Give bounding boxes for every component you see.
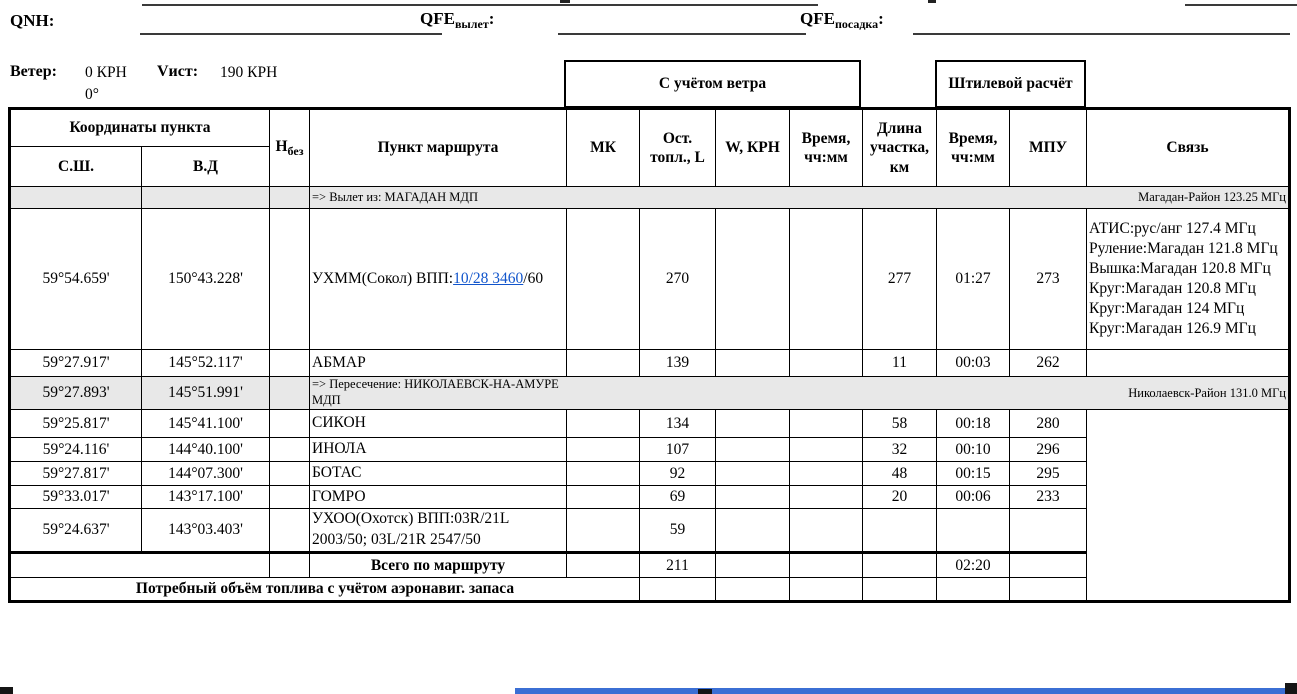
fuel-cell: 211 <box>640 553 716 578</box>
lat-cell <box>10 187 142 209</box>
mpu-cell <box>1010 509 1087 553</box>
wind-cell <box>716 438 790 462</box>
safe-alt-cell <box>270 462 310 486</box>
calm-calc-group-header: Штилевой расчёт <box>935 60 1086 108</box>
clipped-next-page-fragment <box>1285 683 1297 694</box>
mk-cell <box>567 486 640 509</box>
time-calm-cell: 00:10 <box>937 438 1010 462</box>
wind-cell <box>716 462 790 486</box>
clipped-text-fragment <box>560 0 570 3</box>
mpu-cell: 233 <box>1010 486 1087 509</box>
region-frequency: Магадан-Район 123.25 МГц <box>1138 190 1286 204</box>
time-wind-cell <box>790 350 863 377</box>
lon-cell: 145°41.100' <box>142 410 270 438</box>
time-calm-cell: 02:20 <box>937 553 1010 578</box>
time-calm-cell <box>937 578 1010 602</box>
qnh-field-underline <box>140 33 442 35</box>
time-wind-cell <box>790 553 863 578</box>
bottom-blue-bar <box>515 688 1297 694</box>
wind-cell <box>716 350 790 377</box>
lat-cell: 59°25.817' <box>10 410 142 438</box>
route-point-cell: ИНОЛА <box>310 438 567 462</box>
header-leg-length: Длина участка, км <box>863 109 937 187</box>
vtrue-value: 190 КРН <box>220 64 278 81</box>
comm-cell <box>1087 350 1290 377</box>
comm-cell: АТИС:рус/анг 127.4 МГц Руление:Магадан 121.8 МГц Вышка:Магадан 120.8 МГц Круг:Магадан 120.8 МГц Круг:Магадан 124 МГц Круг:Магадан 126.9 МГц <box>1087 209 1290 350</box>
safe-alt-cell <box>270 509 310 553</box>
time-calm-cell: 00:03 <box>937 350 1010 377</box>
lon-cell: 144°40.100' <box>142 438 270 462</box>
header-mpu: МПУ <box>1010 109 1087 187</box>
wind-label: Ветер: <box>10 63 57 80</box>
wind-value: 0 КРН <box>85 64 127 81</box>
route-table <box>8 107 1291 603</box>
fuel-cell: 134 <box>640 410 716 438</box>
leg-length-cell: 277 <box>863 209 937 350</box>
mk-cell <box>567 553 640 578</box>
lat-cell: 59°24.637' <box>10 509 142 553</box>
crossing-note-row <box>10 377 1290 410</box>
lon-cell: 143°17.100' <box>142 486 270 509</box>
fuel-cell: 59 <box>640 509 716 553</box>
fuel-cell: 69 <box>640 486 716 509</box>
safe-alt-cell <box>270 209 310 350</box>
lat-cell: 59°33.017' <box>10 486 142 509</box>
mk-cell <box>567 462 640 486</box>
qnh-label: QNH: <box>10 11 55 30</box>
fuel-cell: 270 <box>640 209 716 350</box>
route-point-cell: СИКОН <box>310 410 567 438</box>
top-partial-underline <box>142 4 818 6</box>
mpu-cell <box>1010 578 1087 602</box>
header-time-wind: Время, чч:мм <box>790 109 863 187</box>
vtrue-label: Vист: <box>157 63 199 80</box>
header-mk: МК <box>567 109 640 187</box>
wind-cell <box>716 486 790 509</box>
mpu-cell <box>1010 553 1087 578</box>
route-point-cell: АБМАР <box>310 350 567 377</box>
wind-cell <box>716 553 790 578</box>
mpu-cell: 295 <box>1010 462 1087 486</box>
clipped-next-page-fragment <box>698 689 712 694</box>
route-point-cell: ГОМРО <box>310 486 567 509</box>
route-point-cell: УХММ(Сокол) ВПП:10/28 3460/60 <box>310 209 567 350</box>
time-wind-cell <box>790 438 863 462</box>
route-point-cell: БОТАС <box>310 462 567 486</box>
safe-alt-cell <box>270 187 310 209</box>
lon-cell: 144°07.300' <box>142 462 270 486</box>
row-sikon <box>10 410 1290 438</box>
leg-length-cell: 58 <box>863 410 937 438</box>
lat-cell: 59°24.116' <box>10 438 142 462</box>
top-partial-underline <box>1185 4 1297 6</box>
qfe-departure-label: $QFE_{вылет}$: <box>420 9 495 31</box>
required-fuel-label-cell: Потребный объём топлива с учётом аэронавиг. запаса <box>10 578 640 602</box>
lon-cell: 150°43.228' <box>142 209 270 350</box>
with-wind-group-header: С учётом ветра <box>564 60 861 108</box>
time-wind-cell <box>790 509 863 553</box>
wind-cell <box>716 209 790 350</box>
header-coords-group: Координаты пункта <box>10 109 270 147</box>
route-table-container <box>8 107 1291 603</box>
lat-cell: 59°54.659' <box>10 209 142 350</box>
safe-alt-cell <box>270 377 310 410</box>
qfe-arrival-underline <box>913 33 1290 35</box>
departure-note: => Вылет из: МАГАДАН МДП <box>312 189 478 204</box>
time-calm-cell: 00:15 <box>937 462 1010 486</box>
mk-cell <box>567 209 640 350</box>
runway-link[interactable]: 10/28 3460 <box>453 269 524 287</box>
wind-cell <box>716 410 790 438</box>
safe-alt-cell <box>270 486 310 509</box>
row-uhmm <box>10 209 1290 350</box>
leg-length-cell <box>863 578 937 602</box>
time-wind-cell <box>790 462 863 486</box>
safe-alt-cell <box>270 553 310 578</box>
departure-note-row <box>10 187 1290 209</box>
lat-cell: 59°27.917' <box>10 350 142 377</box>
fuel-cell: 92 <box>640 462 716 486</box>
time-calm-cell <box>937 509 1010 553</box>
mk-cell <box>567 438 640 462</box>
region-frequency: Николаевск-Район 131.0 МГц <box>1128 385 1286 400</box>
time-wind-cell <box>790 486 863 509</box>
leg-length-cell <box>863 553 937 578</box>
fuel-cell: 107 <box>640 438 716 462</box>
qfe-arrival-label: $QFE_{посадка}$: <box>800 9 884 31</box>
fuel-cell <box>640 578 716 602</box>
comm-cell-merged <box>1087 410 1290 602</box>
departure-note-cell <box>310 187 1290 209</box>
row-abmar <box>10 350 1290 377</box>
time-calm-cell: 00:06 <box>937 486 1010 509</box>
wind-cell <box>716 578 790 602</box>
lon-cell: 145°52.117' <box>142 350 270 377</box>
leg-length-cell <box>863 509 937 553</box>
header-row-1 <box>10 109 1290 147</box>
mpu-cell: 262 <box>1010 350 1087 377</box>
route-point-cell: УХОО(Охотск) ВПП:03R/21L 2003/50; 03L/21R 2547/50 <box>310 509 567 553</box>
header-fuel: Ост. топл., L <box>640 109 716 187</box>
lat-cell: 59°27.893' <box>10 377 142 410</box>
time-calm-cell: 01:27 <box>937 209 1010 350</box>
lat-cell: 59°27.817' <box>10 462 142 486</box>
lon-cell: 145°51.991' <box>142 377 270 410</box>
mpu-cell: 280 <box>1010 410 1087 438</box>
mpu-cell: 273 <box>1010 209 1087 350</box>
header-time-calm: Время, чч:мм <box>937 109 1010 187</box>
mk-cell <box>567 410 640 438</box>
header-safe-altitude: $Н_{без}$ <box>270 109 310 187</box>
mpu-cell: 296 <box>1010 438 1087 462</box>
time-wind-cell <box>790 209 863 350</box>
time-wind-cell <box>790 578 863 602</box>
leg-length-cell: 32 <box>863 438 937 462</box>
safe-alt-cell <box>270 438 310 462</box>
safe-alt-cell <box>270 350 310 377</box>
mk-cell <box>567 350 640 377</box>
leg-length-cell: 48 <box>863 462 937 486</box>
lon-cell: 143°03.403' <box>142 509 270 553</box>
header-longitude: В.Д <box>142 147 270 187</box>
header-latitude: С.Ш. <box>10 147 142 187</box>
header-wind-component: W, КРН <box>716 109 790 187</box>
time-calm-cell: 00:18 <box>937 410 1010 438</box>
mk-cell <box>567 509 640 553</box>
crossing-note-cell <box>310 377 1290 410</box>
header-comm: Связь <box>1087 109 1290 187</box>
qfe-departure-underline <box>558 33 806 35</box>
lon-cell <box>142 187 270 209</box>
header-route-point: Пункт маршрута <box>310 109 567 187</box>
safe-alt-cell <box>270 410 310 438</box>
leg-length-cell: 20 <box>863 486 937 509</box>
clipped-text-fragment <box>928 0 936 3</box>
wind-cell <box>716 509 790 553</box>
time-wind-cell <box>790 410 863 438</box>
clipped-next-page-fragment <box>0 687 13 694</box>
total-label-cell: Всего по маршруту <box>310 553 567 578</box>
fuel-cell: 139 <box>640 350 716 377</box>
wind-direction: 0° <box>85 86 99 103</box>
blank-cell <box>10 553 270 578</box>
leg-length-cell: 11 <box>863 350 937 377</box>
crossing-note: => Пересечение: НИКОЛАЕВСК-НА-АМУРЕ МДП <box>312 377 559 407</box>
